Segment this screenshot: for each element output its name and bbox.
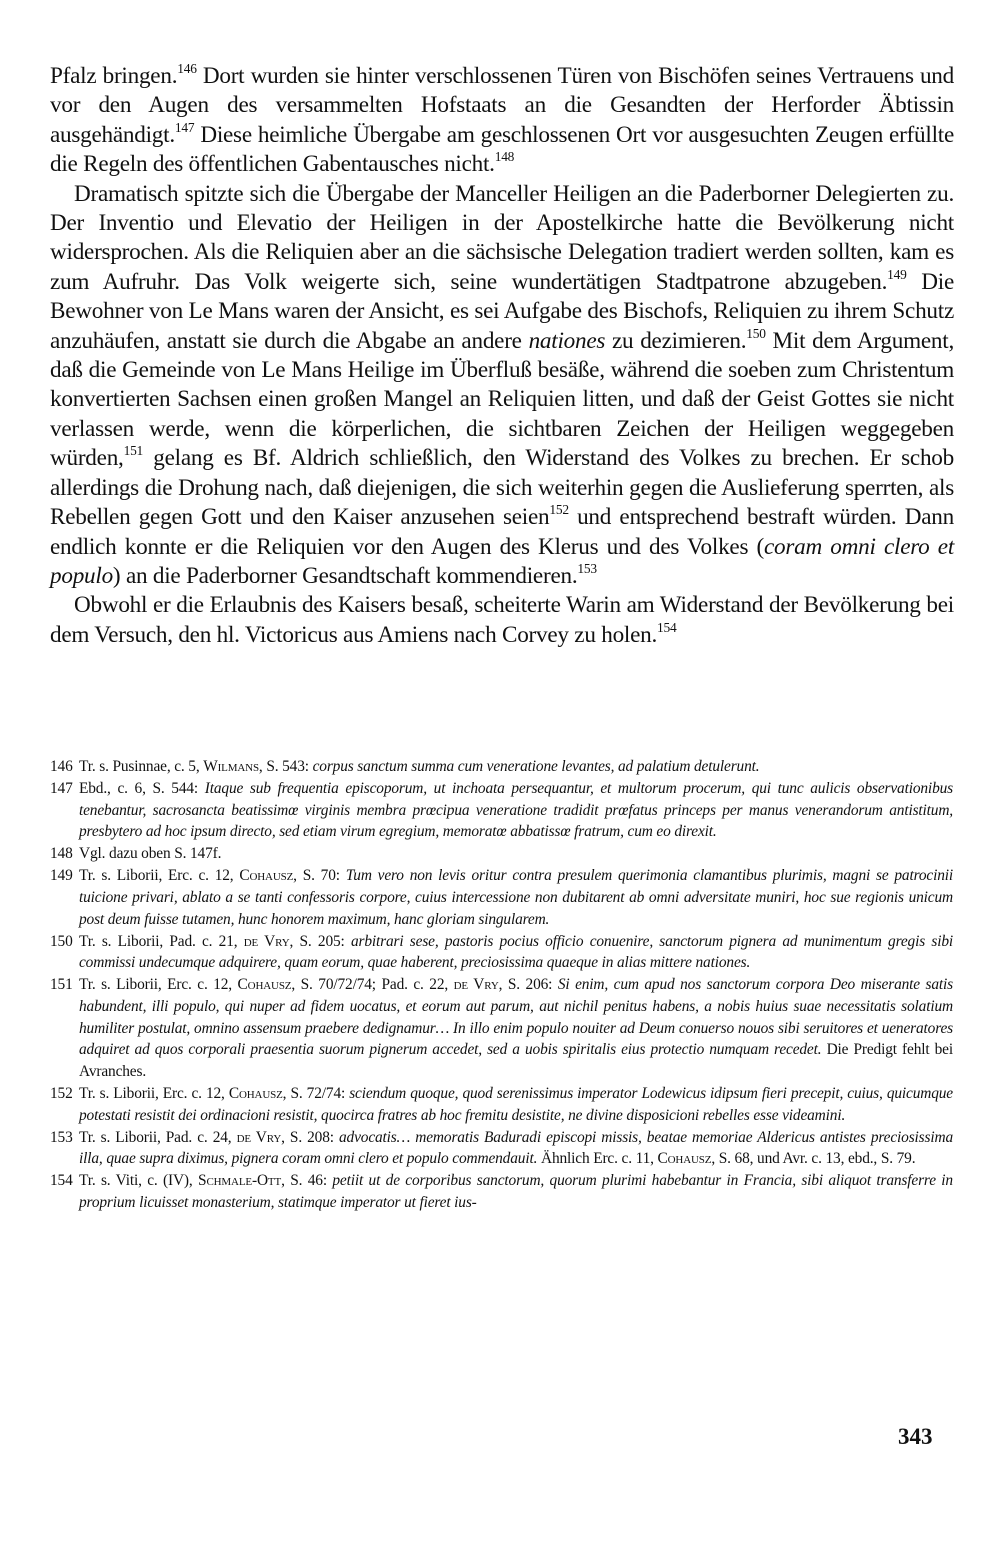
author-name: de Vry — [453, 976, 499, 994]
text-run: Tr. s. Liborii, Pad. c. 21, — [79, 932, 244, 950]
text-run: Die Predigt fehlt bei Avranches. — [79, 1041, 953, 1080]
author-name: Schmale-Ott — [198, 1172, 282, 1190]
text-run: und entsprechend bestraft würden. Dann endlich konnte er die Reliquien vor den Augen des Klerus und des Volkes ( — [50, 504, 954, 560]
text-run: , S. 46: — [281, 1172, 333, 1190]
footnote-ref[interactable]: 149 — [887, 266, 907, 282]
author-name: Cohausz — [228, 1084, 283, 1102]
footnote — [50, 1083, 953, 1126]
footnote-number: 150 — [50, 932, 73, 950]
footnote-number: 154 — [50, 1172, 73, 1190]
main-text — [50, 62, 954, 650]
footnote-number: 147 — [50, 780, 73, 798]
italic-text: corpus sanctum summa cum veneratione levantes, ad palatium detulerunt. — [312, 758, 760, 775]
text-run: , S. 206: — [498, 976, 558, 994]
text-run: Tr. s. Liborii, Erc. c. 12, — [79, 1084, 229, 1102]
text-run: Tr. s. Liborii, Erc. c. 12, — [79, 867, 240, 885]
text-run: Tr. s. Liborii, Erc. c. 12, — [79, 976, 238, 994]
footnote — [50, 843, 953, 865]
footnote — [50, 1170, 953, 1213]
footnote — [50, 974, 953, 1082]
italic-text: petiit ut de corporibus sanctorum, quorum plurimi habebantur in Francia, sibi aliquot transferre in proprium licuisset monasterium, statimque imperator ut fieret ius- — [79, 1172, 953, 1211]
footnote-ref[interactable]: 151 — [123, 443, 143, 459]
author-name: Cohausz — [239, 867, 294, 885]
text-run: Diese heimliche Übergabe am geschlossenen Ort vor ausgesuchten Zeugen erfüllte die Regeln des öffentlichen Gabentausches nicht. — [50, 121, 954, 178]
italic-text: Tum vero non levis oritur contra presulem querimonia clamantibus plurimis, magni se patrocinii tuicione privari, ablato a se tanti confessoris corpore, cuius intercessione non dubitarent ab omni adversitate muniri, hoc sue regionis unicum post deum fuisse tutamen, hunc honorem maximum, hanc gloriam singularem. — [79, 867, 953, 928]
text-run: Die Bewohner von Le Mans waren der Ansicht, es sei Aufgabe des Bischofs, Reliquien zu ihrem Schutz anzuhäufen, anstatt sie durch die Abgabe an andere — [50, 268, 954, 354]
italic-text: arbitrari sese, pastoris pocius officio conuenire, sanctorum pignera ad munimentum gregis sibi commissi undecumque adquirere, quam eorum, quae haberent, preciosissima quaeque in alias mittere nationes. — [79, 932, 954, 972]
footnote-ref[interactable]: 152 — [549, 502, 569, 518]
text-run: , S. 70/72/74; Pad. c. 22, — [291, 976, 454, 994]
author-name: Cohausz — [237, 976, 292, 994]
body-paragraph — [50, 591, 954, 650]
text-run: , S. 72/74: — [282, 1084, 350, 1102]
footnote-ref[interactable]: 153 — [577, 560, 597, 576]
text-run: Mit dem Argument, daß die Gemeinde von Le Mans Heilige im Überfluß besäße, während die soeben zum Christentum konvertierten Sachsen einen großen Mangel an Reliquien litten, und daß der Geist Gottes sie nicht verlassen werde, wenn die körperlichen, die sichtbaren Zeichen der Heiligen weggegeben würden, — [50, 327, 954, 472]
footnote — [50, 1127, 953, 1170]
author-name: de Vry — [236, 1128, 282, 1146]
author-name: de Vry — [243, 932, 290, 950]
text-run: , S. 205: — [289, 932, 351, 950]
footnote — [50, 865, 953, 930]
body-paragraph — [50, 180, 954, 592]
italic-text: nationes — [528, 327, 606, 354]
text-run: zu dezimieren. — [605, 327, 747, 354]
text-run: Dort wurden sie hinter verschlossenen Türen von Bischöfen seines Vertrauens und vor den Augen des versammelten Hofstaats an die Gesandten der Herforder Äbtissin ausgehändigt. — [50, 63, 954, 148]
footnote-number: 149 — [50, 867, 73, 885]
footnote-ref[interactable]: 150 — [746, 325, 766, 341]
footnote-ref[interactable]: 154 — [657, 619, 677, 635]
footnote-number: 153 — [50, 1128, 73, 1146]
text-run: Pfalz bringen. — [50, 63, 178, 89]
footnote — [50, 931, 953, 974]
italic-text: sciendum quoque, quod serenissimus imperator Lodewicus idipsum fieri precepit, cuius, quicumque potestati resistit dei ordinacioni resistit, quocirca fratres ab hoc fremitu desistite, ne divine disposicioni rebelles esse videamini. — [79, 1084, 953, 1124]
footnote-ref[interactable]: 146 — [177, 60, 197, 76]
text-run: gelang es Bf. Aldrich schließlich, den Widerstand des Volkes zu brechen. Er schob allerdings die Drohung nach, daß diejenigen, die sich weiterhin gegen die Auslieferung sperrten, als Rebellen gegen Gott und den Kaiser anzusehen seien — [50, 445, 954, 531]
text-run: ) an die Paderborner Gesandtschaft kommendieren. — [112, 562, 578, 589]
footnotes — [50, 756, 953, 1214]
author-name: Wilmans — [203, 758, 259, 775]
footnote-number: 151 — [50, 976, 73, 994]
footnote-ref[interactable]: 147 — [174, 119, 195, 135]
text-run: Tr. s. Liborii, Pad. c. 24, — [79, 1128, 237, 1146]
body-paragraph — [50, 62, 954, 180]
footnote-number: 152 — [50, 1084, 73, 1102]
page-number: 343 — [898, 1424, 933, 1449]
text-run: , S. 68, und Avr. c. 13, ebd., S. 79. — [711, 1150, 916, 1168]
italic-text: advocatis… memoratis Baduradi episcopi missis, beatae memoriae Aldericus antistes preciosissima illa, quae supra diximus, pignera coram omni clero et populo commendauit. — [79, 1128, 953, 1168]
text-run: Vgl. dazu oben S. 147f. — [79, 845, 222, 863]
footnote — [50, 756, 953, 778]
text-run: Ebd., c. 6, S. 544: — [79, 780, 205, 798]
footnote-number: 148 — [50, 845, 73, 863]
text-run: Tr. s. Pusinnae, c. 5, — [79, 758, 204, 775]
italic-text: coram omni clero et populo — [50, 533, 955, 589]
author-name: Cohausz — [657, 1150, 712, 1168]
text-run: , S. 208: — [281, 1128, 340, 1146]
text-run: Obwohl er die Erlaubnis des Kaisers besaß, scheiterte Warin am Widerstand der Bevölkerung bei dem Versuch, den hl. Victoricus aus Amiens nach Corvey zu holen. — [50, 592, 954, 648]
text-run: , S. 543: — [258, 758, 313, 775]
italic-text: Itaque sub frequentia episcoporum, ut inchoata persequantur, et multorum procerum, qui tunc aulicis observationibus tenebantur, sacrosancta beatissimœ virginis membra prœcipua veneratione tradidit prœfatus princeps per manus venerandorum antistitum, presbytero ad hoc ipsum directo, sed etiam virum egregium, memoratœ abbatissœ fratrum, cum eo direxit. — [79, 780, 953, 841]
footnote-number: 146 — [50, 758, 73, 775]
text-run: , S. 70: — [293, 867, 346, 885]
footnote-ref[interactable]: 148 — [494, 149, 515, 165]
footnote — [50, 778, 953, 843]
text-run: Tr. s. Viti, c. (IV), — [79, 1172, 199, 1190]
text-run: Ähnlich Erc. c. 11, — [537, 1150, 658, 1168]
italic-text: Si enim, cum apud nos sanctorum corpora Deo miserante satis habundent, illi populo, qui nuper ad fidem uocatus, et eorum aut parum, aut nichil penitus habens, a nobis huius suae necessitatis solatium humiliter postulat, omnino assensum praebere dedignamur… In illo enim populo nouiter ad Deum conuerso nouos sibi seruitores et ueneratores adquiret ad quos corporali praesentia suorum pignerum accedet, sed a uobis spiritalis eius protectio numquam recedet. — [79, 976, 953, 1059]
text-run: Dramatisch spitzte sich die Übergabe der Manceller Heiligen an die Paderborner Delegierten zu. Der Inventio und Elevatio der Heiligen in der Apostelkirche hatte die Bevölkerung nicht widersprochen. Als die Reliquien aber an die sächsische Delegation tradiert werden sollten, kam es zum Aufruhr. Das Volk weigerte sich, seine wundertätigen Stadtpatrone abzugeben. — [50, 180, 954, 295]
